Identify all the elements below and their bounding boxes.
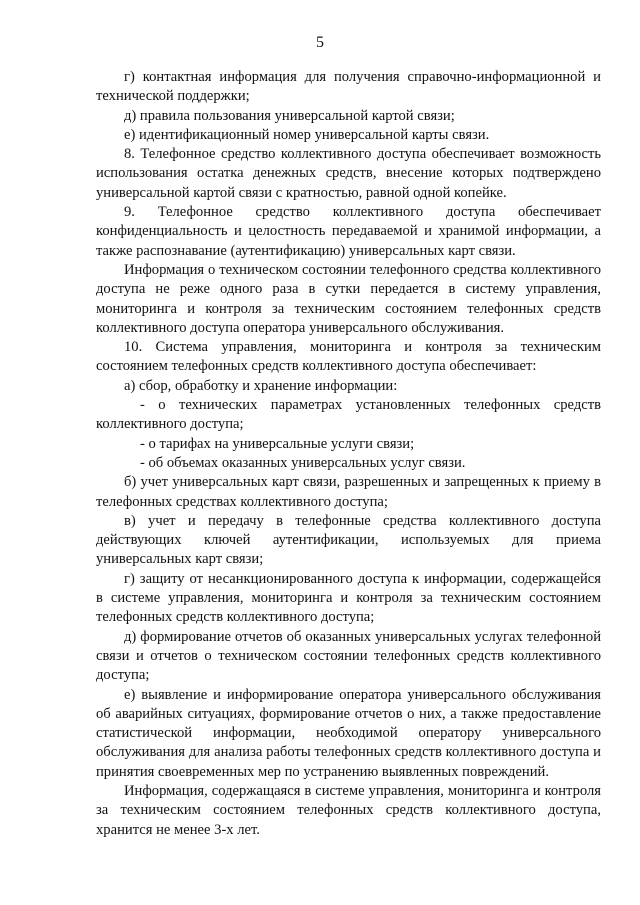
paragraph-clause-8: 8. Телефонное средство коллективного доступа обеспечивает возможность использования остатка денежных средств, внесение которых подтверждено универсальной картой связи с кратностью, равной одной копейке. (96, 146, 601, 201)
paragraph-item-g-contact-info: г) контактная информация для получения справочно-информационной и технической поддержки; (96, 69, 601, 105)
paragraph-status-info: Информация о техническом состоянии телефонного средства коллективного доступа не реже одного раза в сутки передается в систему управления, мониторинга и контроля за техническим состоянием телефонных средств коллективного доступа оператора универсального обслуживания. (96, 261, 601, 336)
paragraph-item-v-auth-keys: в) учет и передачу в телефонные средства коллективного доступа действующих ключей аутентификации, используемых для приема универсальных карт связи; (96, 512, 601, 568)
paragraph-bullet-technical-params: - о технических параметрах установленных телефонных средств коллективного доступа; (96, 397, 601, 433)
paragraph-item-a-collection: а) сбор, обработку и хранение информации: (124, 377, 398, 394)
page-number: 5 (316, 34, 324, 51)
paragraph-item-e-emergencies: е) выявление и информирование оператора универсального обслуживания об аварийных ситуациях, формирование отчетов о них, а также предоставление статистической информации, необходимой оператору универсального обслуживания для анализа работы телефонных средств коллективного доступа и принятия своевременных мер по устранению выявленных повреждений. (96, 686, 601, 780)
paragraph-retention: Информация, содержащаяся в системе управления, мониторинга и контроля за техническим состоянием телефонных средств коллективного доступа, хранится не менее 3-х лет. (96, 782, 601, 838)
paragraph-item-b-card-accounting: б) учет универсальных карт связи, разрешенных и запрещенных к приему в телефонных средствах коллективного доступа; (96, 474, 601, 510)
paragraph-item-d-card-rules: д) правила пользования универсальной картой связи; (124, 107, 455, 124)
paragraph-item-g-protection: г) защиту от несанкционированного доступа к информации, содержащейся в системе управления, мониторинга и контроля за техническим состоянием телефонных средств коллективного доступа; (96, 570, 601, 626)
paragraph-clause-9: 9. Телефонное средство коллективного доступа обеспечивает конфиденциальность и целостность передаваемой и хранимой информации, а также распознавание (аутентификацию) универсальных карт связи. (96, 204, 601, 259)
paragraph-bullet-volumes: - об объемах оказанных универсальных услуг связи. (140, 454, 466, 471)
paragraph-item-d-reports: д) формирование отчетов об оказанных универсальных услугах телефонной связи и отчетов о техническом состоянии телефонных средств коллективного доступа; (96, 628, 601, 684)
paragraph-item-e-card-id: е) идентификационный номер универсальной карты связи. (124, 126, 490, 143)
document-body (96, 68, 601, 840)
paragraph-bullet-tariffs: - о тарифах на универсальные услуги связи; (140, 435, 415, 452)
paragraph-clause-10: 10. Система управления, мониторинга и контроля за техническим состоянием телефонных средств коллективного доступа обеспечивает: (96, 339, 601, 375)
